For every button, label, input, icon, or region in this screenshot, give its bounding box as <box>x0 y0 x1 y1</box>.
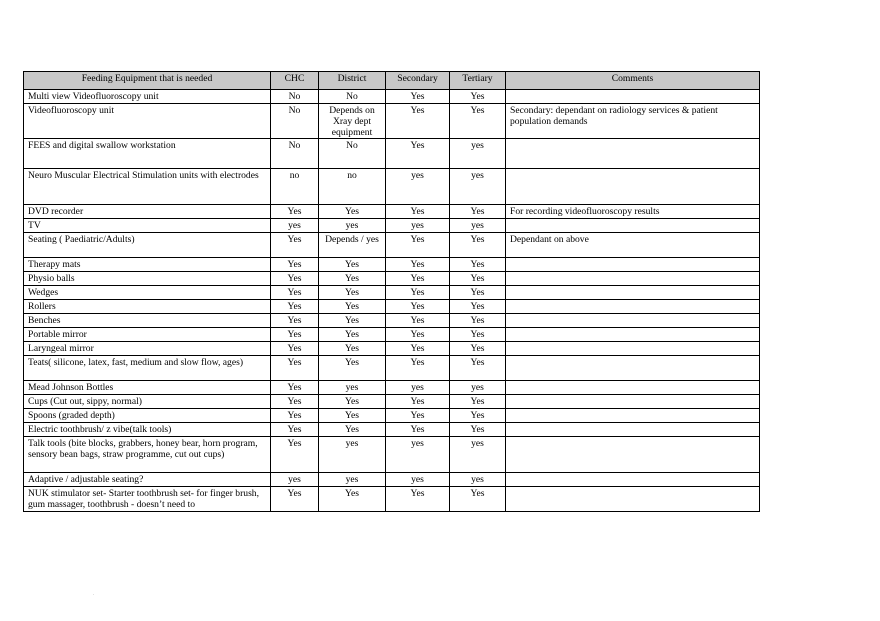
cell-comments <box>506 342 760 356</box>
table-row <box>24 300 760 314</box>
cell-secondary: Yes <box>386 395 450 409</box>
cell-comments: Secondary: dependant on radiology services & patient population demands <box>506 104 760 139</box>
cell-district: Yes <box>319 300 386 314</box>
cell-chc: Yes <box>271 409 319 423</box>
table-row <box>24 139 760 169</box>
cell-comments <box>506 314 760 328</box>
cell-comments <box>506 473 760 487</box>
cell-district: Yes <box>319 487 386 512</box>
cell-district: Yes <box>319 356 386 381</box>
cell-comments: Dependant on above <box>506 233 760 258</box>
cell-equipment: Spoons (graded depth) <box>24 409 271 423</box>
cell-tertiary: Yes <box>450 104 506 139</box>
cell-secondary: Yes <box>386 300 450 314</box>
cell-tertiary: Yes <box>450 487 506 512</box>
cell-tertiary: yes <box>450 139 506 169</box>
cell-equipment: Electric toothbrush/ z vibe(talk tools) <box>24 423 271 437</box>
cell-tertiary: Yes <box>450 328 506 342</box>
cell-secondary: Yes <box>386 409 450 423</box>
cell-chc: No <box>271 104 319 139</box>
cell-equipment: Talk tools (bite blocks, grabbers, honey bear, horn program, sensory bean bags, straw programme, cut out cups) <box>24 437 271 473</box>
cell-district: Yes <box>319 342 386 356</box>
cell-chc: no <box>271 169 319 205</box>
cell-secondary: yes <box>386 473 450 487</box>
cell-secondary: Yes <box>386 104 450 139</box>
cell-equipment: Videofluoroscopy unit <box>24 104 271 139</box>
cell-chc: Yes <box>271 342 319 356</box>
table-row <box>24 286 760 300</box>
cell-equipment: Rollers <box>24 300 271 314</box>
cell-tertiary: yes <box>450 219 506 233</box>
cell-tertiary: Yes <box>450 272 506 286</box>
header-tertiary: Tertiary <box>450 72 506 90</box>
cell-comments <box>506 395 760 409</box>
header-equipment: Feeding Equipment that is needed <box>24 72 271 90</box>
table-row <box>24 205 760 219</box>
table-row <box>24 90 760 104</box>
table-row <box>24 272 760 286</box>
cell-comments <box>506 381 760 395</box>
cell-tertiary: Yes <box>450 258 506 272</box>
cell-district: yes <box>319 473 386 487</box>
cell-tertiary: yes <box>450 381 506 395</box>
cell-district: yes <box>319 219 386 233</box>
cell-district: no <box>319 169 386 205</box>
cell-comments <box>506 139 760 169</box>
cell-equipment: DVD recorder <box>24 205 271 219</box>
cell-chc: Yes <box>271 233 319 258</box>
table-row <box>24 437 760 473</box>
cell-equipment: Seating ( Paediatric/Adults) <box>24 233 271 258</box>
cell-tertiary: Yes <box>450 342 506 356</box>
table-row <box>24 395 760 409</box>
cell-district: Yes <box>319 423 386 437</box>
cell-chc: No <box>271 139 319 169</box>
cell-chc: Yes <box>271 258 319 272</box>
cell-equipment: Laryngeal mirror <box>24 342 271 356</box>
cell-equipment: Adaptive / adjustable seating? <box>24 473 271 487</box>
cell-tertiary: yes <box>450 169 506 205</box>
cell-comments <box>506 300 760 314</box>
cell-district: Yes <box>319 409 386 423</box>
cell-secondary: Yes <box>386 286 450 300</box>
cell-secondary: Yes <box>386 258 450 272</box>
header-secondary: Secondary <box>386 72 450 90</box>
cell-comments <box>506 272 760 286</box>
cell-district: Depends on Xray dept equipment <box>319 104 386 139</box>
cell-secondary: Yes <box>386 233 450 258</box>
cell-secondary: Yes <box>386 139 450 169</box>
table-row <box>24 473 760 487</box>
cell-district: No <box>319 90 386 104</box>
cell-tertiary: Yes <box>450 90 506 104</box>
cell-equipment: Wedges <box>24 286 271 300</box>
header-district: District <box>319 72 386 90</box>
cell-secondary: yes <box>386 169 450 205</box>
cell-chc: Yes <box>271 395 319 409</box>
cell-secondary: Yes <box>386 328 450 342</box>
cell-secondary: Yes <box>386 314 450 328</box>
cell-chc: Yes <box>271 381 319 395</box>
cell-chc: Yes <box>271 272 319 286</box>
table-row <box>24 258 760 272</box>
cell-district: yes <box>319 381 386 395</box>
cell-comments: For recording videofluoroscopy results <box>506 205 760 219</box>
cell-comments <box>506 437 760 473</box>
cell-tertiary: yes <box>450 473 506 487</box>
cell-secondary: Yes <box>386 205 450 219</box>
cell-secondary: yes <box>386 437 450 473</box>
cell-equipment: Therapy mats <box>24 258 271 272</box>
cell-tertiary: Yes <box>450 423 506 437</box>
cell-secondary: Yes <box>386 356 450 381</box>
cell-comments <box>506 487 760 512</box>
cell-secondary: Yes <box>386 272 450 286</box>
cell-comments <box>506 258 760 272</box>
cell-chc: yes <box>271 473 319 487</box>
cell-tertiary: Yes <box>450 409 506 423</box>
cell-comments <box>506 169 760 205</box>
cell-secondary: Yes <box>386 342 450 356</box>
cell-district: Yes <box>319 286 386 300</box>
cell-tertiary: Yes <box>450 233 506 258</box>
cell-equipment: Neuro Muscular Electrical Stimulation units with electrodes <box>24 169 271 205</box>
cell-equipment: Mead Johnson Bottles <box>24 381 271 395</box>
cell-chc: Yes <box>271 328 319 342</box>
cell-district: Yes <box>319 314 386 328</box>
cell-equipment: NUK stimulator set- Starter toothbrush set- for finger brush, gum massager, toothbrush - doesn’t need to <box>24 487 271 512</box>
cell-tertiary: Yes <box>450 395 506 409</box>
cell-district: Yes <box>319 395 386 409</box>
table-row <box>24 381 760 395</box>
cell-chc: Yes <box>271 314 319 328</box>
table-row <box>24 423 760 437</box>
table-body <box>24 90 760 512</box>
cell-chc: No <box>271 90 319 104</box>
cell-secondary: yes <box>386 219 450 233</box>
cell-chc: yes <box>271 219 319 233</box>
cell-comments <box>506 286 760 300</box>
table-row <box>24 169 760 205</box>
table-row <box>24 328 760 342</box>
page-footer-mark: . <box>93 592 95 597</box>
header-comments: Comments <box>506 72 760 90</box>
cell-equipment: Portable mirror <box>24 328 271 342</box>
cell-equipment: Teats( silicone, latex, fast, medium and slow flow, ages) <box>24 356 271 381</box>
cell-secondary: Yes <box>386 90 450 104</box>
cell-equipment: Cups (Cut out, sippy, normal) <box>24 395 271 409</box>
cell-chc: Yes <box>271 300 319 314</box>
header-row <box>24 72 760 90</box>
cell-district: Yes <box>319 328 386 342</box>
table-row <box>24 219 760 233</box>
cell-equipment: Benches <box>24 314 271 328</box>
cell-district: Yes <box>319 258 386 272</box>
cell-comments <box>506 423 760 437</box>
cell-chc: Yes <box>271 423 319 437</box>
table-row <box>24 104 760 139</box>
cell-secondary: yes <box>386 381 450 395</box>
cell-tertiary: Yes <box>450 286 506 300</box>
cell-secondary: Yes <box>386 423 450 437</box>
cell-tertiary: Yes <box>450 300 506 314</box>
table-row <box>24 356 760 381</box>
cell-chc: Yes <box>271 356 319 381</box>
cell-chc: Yes <box>271 205 319 219</box>
cell-tertiary: Yes <box>450 356 506 381</box>
equipment-table <box>23 71 760 512</box>
table-row <box>24 409 760 423</box>
cell-tertiary: yes <box>450 437 506 473</box>
cell-comments <box>506 90 760 104</box>
table-row <box>24 314 760 328</box>
cell-district: Yes <box>319 272 386 286</box>
cell-equipment: Physio balls <box>24 272 271 286</box>
cell-comments <box>506 409 760 423</box>
cell-chc: Yes <box>271 437 319 473</box>
table-header <box>24 72 760 90</box>
cell-comments <box>506 219 760 233</box>
cell-district: Depends / yes <box>319 233 386 258</box>
cell-district: No <box>319 139 386 169</box>
cell-equipment: TV <box>24 219 271 233</box>
cell-district: yes <box>319 437 386 473</box>
cell-equipment: Multi view Videofluoroscopy unit <box>24 90 271 104</box>
table-row <box>24 233 760 258</box>
cell-comments <box>506 328 760 342</box>
cell-comments <box>506 356 760 381</box>
table-row <box>24 342 760 356</box>
cell-chc: Yes <box>271 286 319 300</box>
cell-district: Yes <box>319 205 386 219</box>
header-chc: CHC <box>271 72 319 90</box>
cell-tertiary: Yes <box>450 205 506 219</box>
table-row <box>24 487 760 512</box>
cell-tertiary: Yes <box>450 314 506 328</box>
cell-equipment: FEES and digital swallow workstation <box>24 139 271 169</box>
cell-chc: Yes <box>271 487 319 512</box>
cell-secondary: Yes <box>386 487 450 512</box>
